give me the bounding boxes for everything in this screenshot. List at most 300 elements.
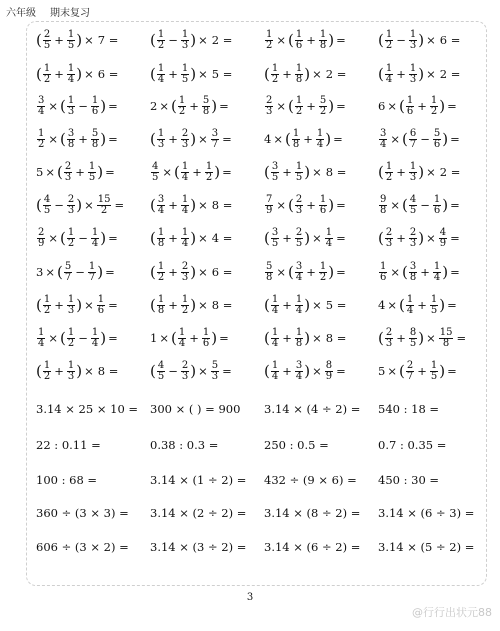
operator: + bbox=[54, 67, 64, 81]
fraction bbox=[67, 228, 75, 249]
parenthesis: ) bbox=[328, 195, 335, 214]
problem-row bbox=[36, 395, 492, 423]
denominator: 6 bbox=[202, 337, 210, 349]
expression-text: 450 : 30 = bbox=[378, 473, 440, 487]
operator: × bbox=[198, 67, 208, 81]
fraction bbox=[316, 129, 324, 150]
numerator: 2 bbox=[181, 127, 189, 139]
numerator: 1 bbox=[380, 260, 387, 272]
parenthesis: ) bbox=[418, 228, 425, 247]
parenthesis: ( bbox=[56, 162, 63, 181]
parenthesis: ) bbox=[190, 361, 197, 380]
numerator: 4 bbox=[43, 193, 51, 205]
parenthesis: ( bbox=[36, 30, 42, 49]
fraction bbox=[181, 361, 189, 382]
expression-text: 6 = bbox=[211, 265, 233, 279]
parenthesis: ) bbox=[442, 195, 449, 214]
expression-text: 7 = bbox=[97, 33, 119, 47]
problem-row bbox=[36, 324, 492, 352]
problem bbox=[378, 129, 492, 150]
parenthesis: ) bbox=[328, 30, 335, 49]
denominator: 3 bbox=[181, 138, 189, 150]
operator: + bbox=[417, 298, 427, 312]
parenthesis: ) bbox=[325, 129, 332, 148]
operator: + bbox=[168, 231, 178, 245]
parenthesis: ( bbox=[150, 195, 156, 214]
fraction bbox=[379, 195, 387, 216]
fraction bbox=[157, 195, 165, 216]
parenthesis: ( bbox=[60, 328, 66, 347]
expression-text: = bbox=[450, 265, 460, 279]
numerator: 1 bbox=[295, 28, 303, 40]
expression-text: 3.14 × (5 ÷ 2) = bbox=[378, 540, 475, 554]
fraction bbox=[385, 328, 393, 349]
denominator: 3 bbox=[266, 105, 273, 117]
expression-text: 0.38 : 0.3 = bbox=[150, 438, 219, 452]
numerator: 2 bbox=[181, 260, 189, 272]
parenthesis: ) bbox=[76, 195, 83, 214]
parenthesis: ) bbox=[190, 262, 197, 281]
numerator: 1 bbox=[88, 160, 96, 172]
problem bbox=[36, 402, 150, 416]
fraction bbox=[271, 295, 279, 316]
numerator: 6 bbox=[409, 127, 417, 139]
fraction bbox=[409, 129, 417, 150]
fraction bbox=[385, 64, 393, 85]
parenthesis: ) bbox=[328, 96, 335, 115]
expression-text: 4 = bbox=[211, 231, 233, 245]
denominator: 4 bbox=[157, 73, 165, 85]
fraction bbox=[430, 96, 438, 117]
operator: × bbox=[198, 364, 208, 378]
denominator: 8 bbox=[157, 304, 165, 316]
numerator: 1 bbox=[295, 94, 303, 106]
denominator: 5 bbox=[409, 204, 417, 216]
problem bbox=[264, 129, 378, 150]
denominator: 2 bbox=[181, 304, 189, 316]
problem bbox=[264, 195, 378, 216]
problem bbox=[378, 473, 492, 487]
fraction bbox=[433, 129, 441, 150]
expression-text: = bbox=[447, 99, 457, 113]
numerator: 1 bbox=[38, 326, 45, 338]
denominator: 6 bbox=[319, 204, 327, 216]
fraction bbox=[211, 361, 219, 382]
operator: × bbox=[84, 33, 94, 47]
fraction bbox=[433, 195, 441, 216]
problem-row bbox=[36, 466, 492, 494]
numerator: 1 bbox=[91, 326, 99, 338]
fraction bbox=[265, 96, 273, 117]
numerator: 1 bbox=[181, 193, 189, 205]
denominator: 2 bbox=[157, 271, 165, 283]
fraction bbox=[295, 30, 303, 51]
expression-text: 5 = bbox=[325, 298, 347, 312]
denominator: 3 bbox=[409, 39, 417, 51]
fraction bbox=[157, 228, 165, 249]
numerator: 2 bbox=[38, 226, 45, 238]
fraction bbox=[409, 262, 417, 283]
expression-text: = bbox=[447, 364, 457, 378]
operator: × bbox=[276, 99, 287, 113]
denominator: 5 bbox=[271, 237, 279, 249]
numerator: 1 bbox=[178, 326, 186, 338]
expression-text: 2 = bbox=[439, 165, 461, 179]
numerator: 4 bbox=[152, 160, 159, 172]
numerator: 1 bbox=[433, 260, 441, 272]
denominator: 2 bbox=[100, 204, 108, 216]
expression-text: = bbox=[219, 331, 229, 345]
numerator: 1 bbox=[385, 160, 393, 172]
fraction bbox=[37, 129, 45, 150]
problem bbox=[36, 30, 150, 51]
problem bbox=[36, 96, 150, 117]
denominator: 4 bbox=[157, 204, 165, 216]
operator: + bbox=[306, 198, 316, 212]
operator: × bbox=[312, 298, 322, 312]
fraction bbox=[181, 129, 189, 150]
numerator: 1 bbox=[181, 293, 189, 305]
denominator: 4 bbox=[91, 237, 99, 249]
denominator: 3 bbox=[409, 73, 417, 85]
fraction bbox=[181, 30, 189, 51]
numerator: 2 bbox=[295, 226, 303, 238]
parenthesis: ) bbox=[76, 295, 83, 314]
fraction bbox=[379, 262, 387, 283]
denominator: 3 bbox=[157, 138, 165, 150]
expression-text: 8 = bbox=[211, 198, 233, 212]
expression-text: 6 = bbox=[97, 67, 119, 81]
fraction bbox=[37, 96, 45, 117]
denominator: 5 bbox=[157, 370, 165, 382]
operator: × bbox=[198, 298, 208, 312]
operator: × bbox=[387, 364, 397, 378]
fraction bbox=[409, 195, 417, 216]
fraction bbox=[157, 64, 165, 85]
expression-text: = bbox=[336, 33, 346, 47]
expression-text: 540 : 18 = bbox=[378, 402, 440, 416]
problem-row bbox=[36, 499, 492, 527]
operator: + bbox=[396, 67, 406, 81]
fraction bbox=[43, 64, 51, 85]
denominator: 4 bbox=[295, 304, 303, 316]
numerator: 1 bbox=[43, 62, 51, 74]
parenthesis: ( bbox=[402, 262, 408, 281]
operator: − bbox=[78, 331, 88, 345]
fraction bbox=[157, 262, 165, 283]
denominator: 4 bbox=[271, 370, 279, 382]
denominator: 6 bbox=[380, 271, 387, 283]
numerator: 1 bbox=[430, 359, 438, 371]
fraction bbox=[295, 195, 303, 216]
fraction bbox=[406, 295, 414, 316]
denominator: 2 bbox=[385, 39, 393, 51]
operator: + bbox=[168, 298, 178, 312]
operator: × bbox=[198, 231, 208, 245]
numerator: 1 bbox=[38, 127, 45, 139]
expression-text: = bbox=[450, 132, 460, 146]
operator: − bbox=[75, 265, 85, 279]
problem bbox=[378, 361, 492, 382]
parenthesis: ) bbox=[304, 228, 311, 247]
numerator: 1 bbox=[67, 226, 75, 238]
operator: × bbox=[198, 132, 208, 146]
operator: + bbox=[189, 331, 199, 345]
operator: + bbox=[417, 99, 427, 113]
expression-text: = bbox=[105, 165, 115, 179]
operator: + bbox=[417, 364, 427, 378]
parenthesis: ) bbox=[190, 64, 197, 83]
numerator: 5 bbox=[64, 260, 72, 272]
denominator: 5 bbox=[409, 337, 417, 349]
operator: + bbox=[168, 132, 178, 146]
parenthesis: ( bbox=[288, 96, 294, 115]
parenthesis: ( bbox=[378, 64, 384, 83]
denominator: 5 bbox=[430, 304, 438, 316]
parenthesis: ( bbox=[378, 162, 384, 181]
problem-row bbox=[36, 92, 492, 120]
denominator: 2 bbox=[43, 370, 51, 382]
fraction bbox=[181, 64, 189, 85]
parenthesis: ) bbox=[211, 328, 218, 347]
fraction bbox=[211, 129, 219, 150]
denominator: 3 bbox=[385, 237, 393, 249]
operator: × bbox=[276, 33, 287, 47]
operator: + bbox=[168, 265, 178, 279]
denominator: 2 bbox=[43, 73, 51, 85]
expression-text: = bbox=[333, 132, 343, 146]
numerator: 4 bbox=[157, 359, 165, 371]
expression-text: = bbox=[108, 331, 118, 345]
fraction bbox=[325, 228, 333, 249]
problem bbox=[378, 30, 492, 51]
parenthesis: ( bbox=[378, 328, 384, 347]
denominator: 5 bbox=[88, 171, 96, 183]
operator: + bbox=[306, 99, 316, 113]
numerator: 1 bbox=[409, 28, 417, 40]
expression-text: 8 = bbox=[211, 298, 233, 312]
problem bbox=[150, 402, 264, 416]
numerator: 1 bbox=[319, 28, 327, 40]
fraction bbox=[430, 361, 438, 382]
parenthesis: ) bbox=[439, 295, 446, 314]
expression-text: = bbox=[108, 99, 118, 113]
parenthesis: ) bbox=[304, 361, 311, 380]
operator: − bbox=[420, 198, 430, 212]
watermark: @行行出状元88 bbox=[412, 606, 492, 619]
numerator: 2 bbox=[295, 193, 303, 205]
problem bbox=[36, 262, 150, 283]
denominator: 6 bbox=[91, 105, 99, 117]
numerator: 3 bbox=[38, 94, 45, 106]
denominator: 2 bbox=[67, 237, 75, 249]
denominator: 4 bbox=[38, 105, 45, 117]
parenthesis: ) bbox=[190, 195, 197, 214]
parenthesis: ( bbox=[36, 64, 42, 83]
numerator: 1 bbox=[271, 62, 279, 74]
expression-text: 2 = bbox=[439, 67, 461, 81]
denominator: 3 bbox=[67, 105, 75, 117]
problem bbox=[378, 328, 492, 349]
denominator: 3 bbox=[385, 337, 393, 349]
parenthesis: ( bbox=[264, 295, 270, 314]
parenthesis: ) bbox=[211, 96, 218, 115]
denominator: 8 bbox=[409, 271, 417, 283]
expression-text: = bbox=[114, 198, 125, 212]
operator: × bbox=[48, 331, 59, 345]
parenthesis: ) bbox=[328, 262, 335, 281]
denominator: 3 bbox=[211, 370, 219, 382]
fraction bbox=[319, 262, 327, 283]
denominator: 4 bbox=[433, 271, 441, 283]
problem bbox=[150, 30, 264, 51]
fraction bbox=[295, 262, 303, 283]
operator: + bbox=[189, 99, 199, 113]
denominator: 5 bbox=[271, 171, 279, 183]
fraction bbox=[67, 30, 75, 51]
expression-text: 3.14 × (1 ÷ 2) = bbox=[150, 473, 247, 487]
numerator: 1 bbox=[88, 260, 96, 272]
numerator: 1 bbox=[319, 260, 327, 272]
denominator: 4 bbox=[178, 337, 186, 349]
operator: + bbox=[306, 265, 316, 279]
numerator: 1 bbox=[157, 226, 165, 238]
denominator: 7 bbox=[88, 271, 96, 283]
parenthesis: ( bbox=[36, 195, 42, 214]
parenthesis: ( bbox=[36, 361, 42, 380]
problem bbox=[150, 473, 264, 487]
numerator: 1 bbox=[181, 160, 189, 172]
expression-text: = bbox=[456, 331, 467, 345]
numerator: 7 bbox=[266, 193, 273, 205]
numerator: 1 bbox=[181, 226, 189, 238]
numerator: 1 bbox=[430, 293, 438, 305]
numerator: 5 bbox=[91, 127, 99, 139]
denominator: 8 bbox=[91, 138, 99, 150]
denominator: 8 bbox=[292, 138, 300, 150]
denominator: 3 bbox=[181, 271, 189, 283]
fraction bbox=[205, 162, 213, 183]
parenthesis: ( bbox=[398, 361, 405, 380]
fraction bbox=[181, 162, 189, 183]
fraction bbox=[43, 195, 51, 216]
operator: × bbox=[312, 364, 322, 378]
parenthesis: ( bbox=[170, 328, 177, 347]
problem bbox=[378, 295, 492, 316]
expression-text: 0.7 : 0.35 = bbox=[378, 438, 447, 452]
operator: + bbox=[282, 298, 292, 312]
problem-row bbox=[36, 158, 492, 186]
problem bbox=[150, 295, 264, 316]
operator: × bbox=[48, 99, 59, 113]
operator: × bbox=[48, 231, 59, 245]
parenthesis: ( bbox=[288, 30, 294, 49]
numerator: 1 bbox=[91, 226, 99, 238]
operator: + bbox=[396, 165, 406, 179]
expression-text: = bbox=[108, 298, 118, 312]
fraction bbox=[295, 361, 303, 382]
numerator: 3 bbox=[295, 359, 303, 371]
expression-text: 5 = bbox=[211, 67, 233, 81]
denominator: 2 bbox=[319, 271, 327, 283]
denominator: 5 bbox=[430, 370, 438, 382]
parenthesis: ( bbox=[174, 162, 180, 181]
problem-row bbox=[36, 125, 492, 153]
denominator: 2 bbox=[266, 39, 273, 51]
parenthesis: ( bbox=[60, 129, 66, 148]
operator: × bbox=[312, 67, 322, 81]
problem bbox=[36, 361, 150, 382]
fraction bbox=[43, 361, 51, 382]
fraction bbox=[409, 30, 417, 51]
expression-text: 3.14 × (4 ÷ 2) = bbox=[264, 402, 361, 416]
fraction bbox=[91, 228, 99, 249]
denominator: 6 bbox=[295, 39, 303, 51]
numerator: 1 bbox=[157, 260, 165, 272]
fraction bbox=[97, 295, 105, 316]
parenthesis: ) bbox=[190, 30, 197, 49]
expression-text: = bbox=[336, 364, 346, 378]
numerator: 1 bbox=[325, 226, 333, 238]
fraction bbox=[91, 129, 99, 150]
parenthesis: ( bbox=[378, 30, 384, 49]
denominator: 3 bbox=[409, 171, 417, 183]
fraction bbox=[67, 96, 75, 117]
fraction bbox=[295, 228, 303, 249]
fraction bbox=[406, 96, 414, 117]
parenthesis: ) bbox=[190, 129, 197, 148]
numerator: 1 bbox=[295, 160, 303, 172]
operator: × bbox=[276, 265, 287, 279]
denominator: 2 bbox=[385, 171, 393, 183]
denominator: 7 bbox=[409, 138, 417, 150]
problem bbox=[378, 402, 492, 416]
problem bbox=[36, 129, 150, 150]
expression-text: = bbox=[222, 132, 232, 146]
problem bbox=[264, 228, 378, 249]
parenthesis: ( bbox=[56, 262, 63, 281]
problem bbox=[264, 162, 378, 183]
operator: − bbox=[54, 198, 64, 212]
fraction bbox=[271, 228, 279, 249]
expression-text: 3.14 × (2 ÷ 2) = bbox=[150, 506, 247, 520]
expression-text: = bbox=[336, 265, 346, 279]
problem bbox=[150, 195, 264, 216]
denominator: 4 bbox=[406, 304, 414, 316]
denominator: 7 bbox=[406, 370, 414, 382]
problem-row bbox=[36, 258, 492, 286]
expression-text: 8 = bbox=[325, 165, 347, 179]
fraction bbox=[271, 64, 279, 85]
expression-text: = bbox=[108, 231, 118, 245]
numerator: 4 bbox=[439, 226, 447, 238]
denominator: 2 bbox=[430, 105, 438, 117]
parenthesis: ( bbox=[60, 96, 66, 115]
problem bbox=[36, 473, 150, 487]
numerator: 5 bbox=[202, 94, 210, 106]
numerator: 1 bbox=[271, 293, 279, 305]
numerator: 1 bbox=[157, 28, 165, 40]
fraction bbox=[91, 96, 99, 117]
parenthesis: ( bbox=[402, 129, 408, 148]
expression-text: 3.14 × (3 ÷ 2) = bbox=[150, 540, 247, 554]
numerator: 3 bbox=[295, 260, 303, 272]
parenthesis: ( bbox=[264, 162, 270, 181]
denominator: 3 bbox=[181, 39, 189, 51]
operator: × bbox=[84, 198, 94, 212]
page-header bbox=[6, 4, 90, 19]
expression-text: 4 bbox=[264, 132, 272, 146]
